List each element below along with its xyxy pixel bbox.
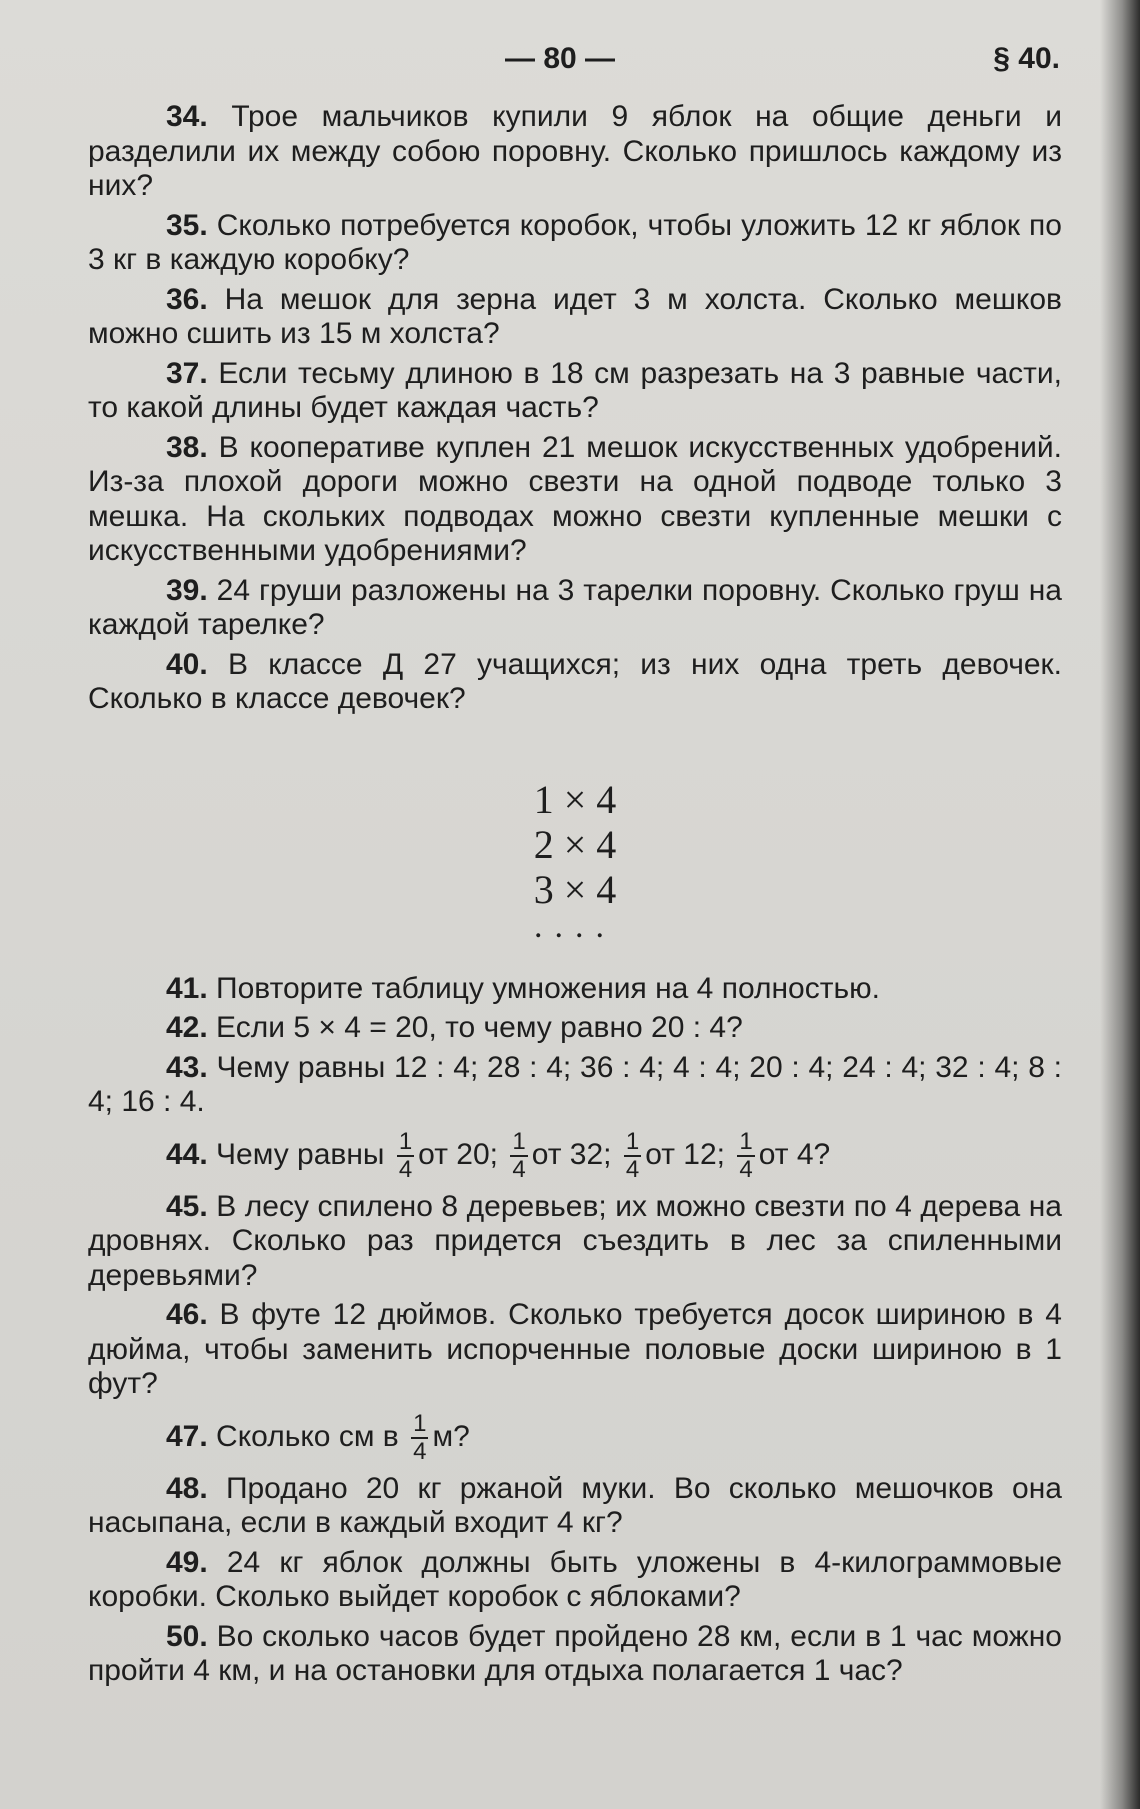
table-row: 1 × 4 [533,776,617,822]
fraction-one-quarter: $\frac{1}{4}$ [625,1127,640,1183]
problem-38: 38. В кооперативе куплен 21 мешок искусственных удобрений. Из-за плохой дороги можно свезти на одной подводе только 3 мешка. На скольких подводах можно свезти купленные мешки с искусственными удобрениями? [88,430,1062,567]
problem-43: 43. Чему равны 12 : 4; 28 : 4; 36 : 4; 4 : 4; 20 : 4; 24 : 4; 32 : 4; 8 : 4; 16 : 4. [88,1050,1062,1118]
fraction-one-quarter: $\frac{1}{4}$ [739,1127,753,1183]
table-row: 2 × 4 [533,821,617,867]
problem-36: 36. На мешок для зерна идет 3 м холста. Сколько мешков можно сшить из 15 м холста? [88,282,1062,350]
fraction-one-quarter: $\frac{1}{4}$ [512,1127,526,1183]
problem-40: 40. В классе Д 27 учащихся; из них одна треть девочек. Сколько в классе девочек? [88,647,1062,715]
page-edge-shadow [1100,0,1140,1809]
page-number: — 80 — [505,42,616,75]
problem-42: 42. Если 5 × 4 = 20, то чему равно 20 : 4? [166,1011,743,1044]
problem-35: 35. Сколько потребуется коробок, чтобы уложить 12 кг яблок по 3 кг в каждую коробку? [88,208,1062,276]
fraction-one-quarter: $\frac{1}{4}$ [398,1127,413,1183]
problem-34: 34. Трое мальчиков купили 9 яблок на общие деньги и разделили их между собою поровну. Сколько пришлось каждому из них? [88,100,1062,202]
table-row: 3 × 4 [533,866,617,912]
multiplication-table [475,776,675,945]
problem-44: 44. Чему равны $\frac{1}{4}$ от 20; $\frac{1}{4}$ от 32; $\frac{1}{4}$ от 12; $\frac{1}{4}$ от 4? [166,1127,831,1183]
section-number: § 40. [993,42,1060,75]
problem-48: 48. Продано 20 кг ржаной муки. Во сколько мешочков она насыпана, если в каждый входит 4 кг? [88,1471,1062,1539]
problem-50: 50. Во сколько часов будет пройдено 28 км, если в 1 час можно пройти 4 км, и на остановки для отдыха полагается 1 час? [88,1619,1062,1687]
table-ellipsis: .... [534,907,616,945]
problem-37: 37. Если тесьму длиною в 18 см разрезать на 3 равные части, то какой длины будет каждая часть? [88,356,1062,424]
problem-47: 47. Сколько см в $\frac{1}{4}$ м? [166,1409,470,1465]
problem-39: 39. 24 груши разложены на 3 тарелки поровну. Сколько груш на каждой тарелке? [88,573,1062,641]
fraction-one-quarter: $\frac{1}{4}$ [413,1409,427,1465]
problem-46: 46. В футе 12 дюймов. Сколько требуется досок шириною в 4 дюйма, чтобы заменить испорченные половые доски шириною в 1 фут? [88,1298,1062,1400]
problem-45: 45. В лесу спилено 8 деревьев; их можно свезти по 4 дерева на дровнях. Сколько раз придется съездить в лес за спиленными деревьями? [88,1189,1062,1292]
problem-41: 41. Повторите таблицу умножения на 4 полностью. [166,971,880,1005]
problems-content [88,100,1062,1694]
problem-49: 49. 24 кг яблок должны быть уложены в 4-килограммовые коробки. Сколько выйдет коробок с яблоками? [88,1545,1062,1613]
page-header [90,34,1060,84]
